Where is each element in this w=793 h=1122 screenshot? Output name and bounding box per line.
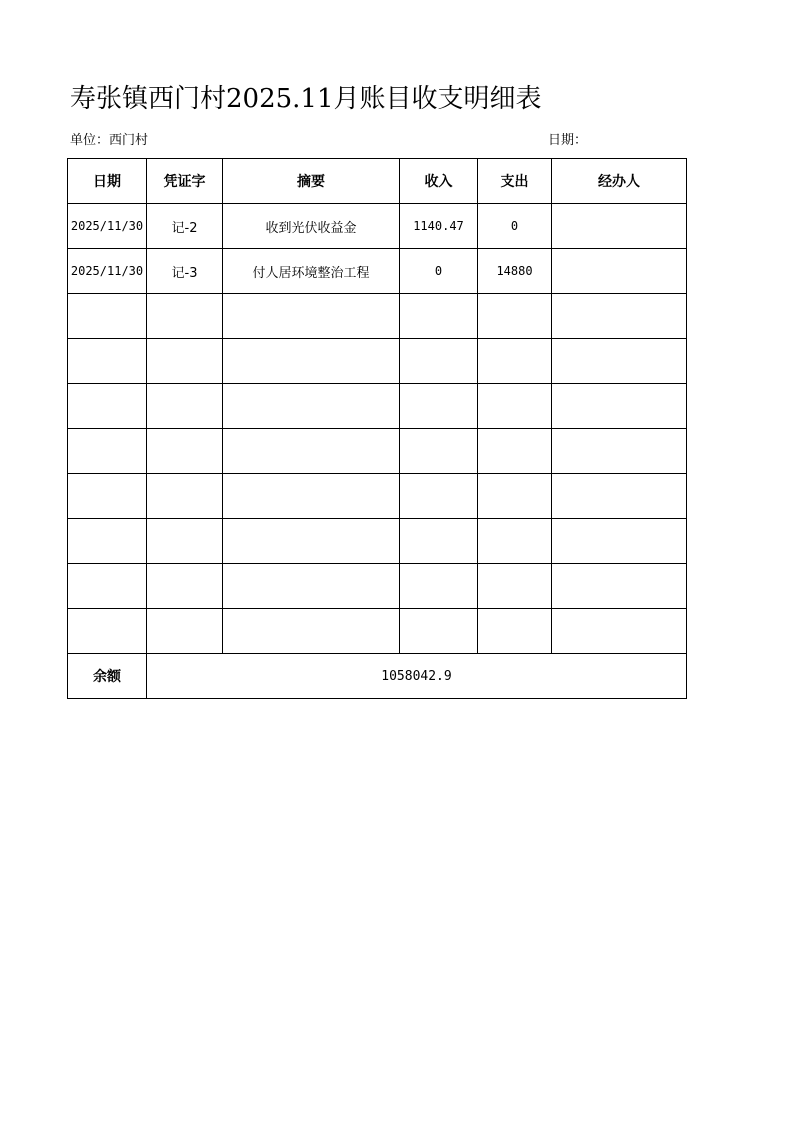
empty-row xyxy=(68,609,687,654)
cell-income: 1140.47 xyxy=(400,204,478,249)
column-header-expense: 支出 xyxy=(478,159,552,204)
empty-cell xyxy=(478,519,552,564)
empty-cell xyxy=(552,609,687,654)
empty-cell xyxy=(147,474,223,519)
empty-cell xyxy=(552,339,687,384)
balance-label: 余额 xyxy=(68,654,147,699)
column-header-date: 日期 xyxy=(68,159,147,204)
empty-cell xyxy=(400,474,478,519)
cell-voucher: 记-2 xyxy=(147,204,223,249)
empty-row xyxy=(68,429,687,474)
empty-cell xyxy=(223,294,400,339)
unit-value: 西门村 xyxy=(109,133,149,148)
empty-cell xyxy=(478,384,552,429)
balance-value: 1058042.9 xyxy=(147,654,687,699)
empty-cell xyxy=(223,339,400,384)
empty-cell xyxy=(223,474,400,519)
cell-voucher: 记-3 xyxy=(147,249,223,294)
header-row xyxy=(68,159,687,204)
empty-cell xyxy=(223,564,400,609)
cell-expense: 14880 xyxy=(478,249,552,294)
empty-cell xyxy=(478,564,552,609)
empty-cell xyxy=(68,294,147,339)
empty-cell xyxy=(400,609,478,654)
empty-cell xyxy=(147,519,223,564)
balance-row xyxy=(68,654,687,699)
empty-cell xyxy=(68,384,147,429)
unit-line xyxy=(70,129,148,148)
cell-summary: 收到光伏收益金 xyxy=(223,204,400,249)
empty-cell xyxy=(478,474,552,519)
column-header-summary: 摘要 xyxy=(223,159,400,204)
empty-cell xyxy=(478,339,552,384)
date-line xyxy=(548,129,587,148)
empty-cell xyxy=(147,294,223,339)
cell-income: 0 xyxy=(400,249,478,294)
empty-row xyxy=(68,564,687,609)
column-header-income: 收入 xyxy=(400,159,478,204)
empty-cell xyxy=(68,339,147,384)
empty-cell xyxy=(552,519,687,564)
cell-summary: 付人居环境整治工程 xyxy=(223,249,400,294)
empty-cell xyxy=(552,564,687,609)
column-header-voucher: 凭证字 xyxy=(147,159,223,204)
cell-expense: 0 xyxy=(478,204,552,249)
date-label: 日期： xyxy=(548,133,588,148)
empty-cell xyxy=(68,429,147,474)
table-row xyxy=(68,249,687,294)
empty-cell xyxy=(552,384,687,429)
empty-row xyxy=(68,474,687,519)
empty-row xyxy=(68,294,687,339)
empty-cell xyxy=(552,474,687,519)
empty-row xyxy=(68,339,687,384)
table-row xyxy=(68,204,687,249)
empty-cell xyxy=(400,384,478,429)
cell-date: 2025/11/30 xyxy=(68,249,147,294)
empty-cell xyxy=(223,384,400,429)
cell-handler xyxy=(552,249,687,294)
empty-cell xyxy=(68,519,147,564)
empty-cell xyxy=(68,474,147,519)
column-header-handler: 经办人 xyxy=(552,159,687,204)
empty-cell xyxy=(400,429,478,474)
empty-row xyxy=(68,384,687,429)
empty-cell xyxy=(400,294,478,339)
empty-cell xyxy=(147,384,223,429)
document-title: 寿张镇西门村2025.11月账目收支明细表 xyxy=(70,84,542,114)
empty-cell xyxy=(223,609,400,654)
empty-cell xyxy=(147,339,223,384)
empty-cell xyxy=(552,294,687,339)
unit-label: 单位： xyxy=(70,133,110,148)
empty-cell xyxy=(400,564,478,609)
empty-cell xyxy=(147,564,223,609)
empty-cell xyxy=(223,519,400,564)
cell-handler xyxy=(552,204,687,249)
ledger-table xyxy=(67,158,687,699)
empty-cell xyxy=(68,564,147,609)
empty-cell xyxy=(552,429,687,474)
empty-cell xyxy=(478,609,552,654)
empty-cell xyxy=(400,339,478,384)
empty-row xyxy=(68,519,687,564)
empty-cell xyxy=(478,294,552,339)
empty-cell xyxy=(147,429,223,474)
empty-cell xyxy=(478,429,552,474)
empty-cell xyxy=(223,429,400,474)
empty-cell xyxy=(147,609,223,654)
empty-cell xyxy=(400,519,478,564)
empty-cell xyxy=(68,609,147,654)
cell-date: 2025/11/30 xyxy=(68,204,147,249)
